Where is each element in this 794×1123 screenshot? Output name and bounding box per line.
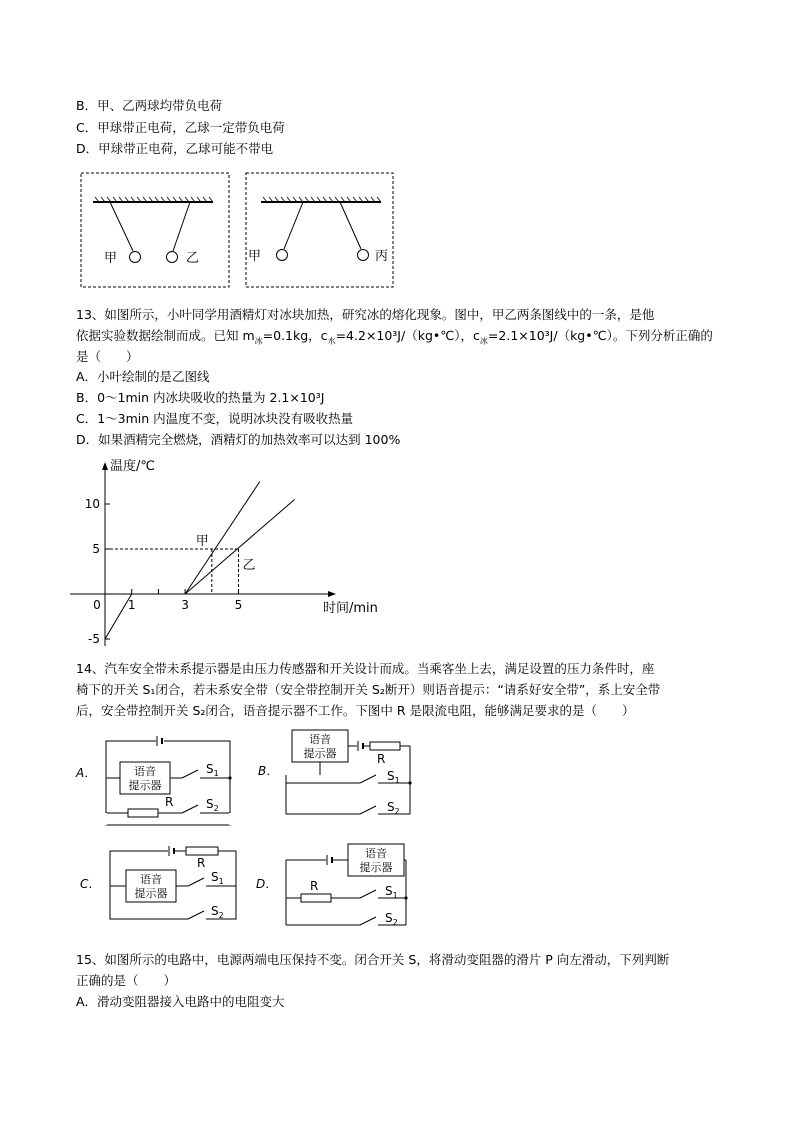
x-tick-label-0: 0 xyxy=(93,598,101,612)
q12-option-c: C．甲球带正电荷，乙球一定带负电荷 xyxy=(76,120,285,135)
pendulum-figure-left xyxy=(81,173,229,287)
voice-box-line1: 语音 xyxy=(134,765,156,778)
svg-text:S2: $S_2$ xyxy=(387,800,400,816)
q13-stem-line3: 是（ ） xyxy=(76,349,139,364)
x-axis-arrow xyxy=(328,591,336,597)
x-axis-label: 时间/min xyxy=(323,601,378,616)
option-label-c: C． xyxy=(80,877,101,891)
x-tick-label-1: 1 xyxy=(127,598,136,612)
x-tick-label-2: 3 xyxy=(181,598,189,612)
svg-text:S1: $S_1$ xyxy=(385,884,398,900)
q14-circuits xyxy=(70,725,430,935)
svg-text:R: R xyxy=(197,856,206,870)
q13-option-c: C．1～3min 内温度不变，说明冰块没有吸收热量 xyxy=(76,411,354,426)
ball-label-yi: 乙 xyxy=(186,251,200,266)
q13-stem-line2: 依据实验数据绘制而成。已知 $m_冰=0.1kg$，$c_水=4.2\times 10^3J/(kg•℃)$，$c_冰=2.1\times 10^3J/(kg•℃)$。下列分析正确的 xyxy=(76,328,713,346)
svg-text:S1: $S_1$ xyxy=(211,870,224,886)
pendulum-figure-right xyxy=(246,173,393,287)
q12-option-b: B．甲、乙两球均带负电荷 xyxy=(76,98,223,113)
svg-text:S1: $S_1$ xyxy=(206,762,219,778)
base-segment xyxy=(105,594,185,639)
svg-text:语音: 语音 xyxy=(365,847,387,860)
circuit-a xyxy=(75,736,232,825)
svg-text:提示器: 提示器 xyxy=(134,887,168,900)
q14-stem-line3: 后，安全带控制开关 S₂闭合，语音提示器不工作。下图中 R 是限流电阻，能够满足要求的是（ ） xyxy=(76,703,635,718)
q13-stem-line1: 13、如图所示，小叶同学用酒精灯对冰块加热，研究冰的熔化现象。图中，甲乙两条图线中的一条，是他 xyxy=(76,307,655,322)
q12-option-d: D．甲球带正电荷，乙球可能不带电 xyxy=(76,141,274,156)
option-label-d: D． xyxy=(256,877,278,891)
q14-stem-line1: 14、汽车安全带未系提示器是由压力传感器和开关设计而成。当乘客坐上去，满足设置的压力条件时，座 xyxy=(76,661,655,676)
q13-option-b: B．0～1min 内冰块吸收的热量为 2.1×10³J xyxy=(76,390,325,405)
temperature-time-chart xyxy=(60,450,400,655)
ball-label-bing: 丙 xyxy=(375,249,389,264)
circuit-c xyxy=(80,846,236,920)
y-axis-arrow xyxy=(102,462,108,470)
svg-text:提示器: 提示器 xyxy=(359,861,393,874)
q13-option-d: D．如果酒精完全燃烧，酒精灯的加热效率可以达到 100% xyxy=(76,432,401,447)
q13-option-a: A．小叶绘制的是乙图线 xyxy=(76,369,210,384)
option-label-a: A． xyxy=(76,766,97,780)
x-tick-label-3: 5 xyxy=(234,598,243,612)
series-label-1: 乙 xyxy=(242,558,256,573)
svg-text:R: R xyxy=(310,879,319,893)
svg-text:语音: 语音 xyxy=(309,733,331,746)
option-label-b: B． xyxy=(258,764,279,778)
y-tick-label-2: -5 xyxy=(88,632,100,646)
resistor-label-a: R xyxy=(165,795,174,809)
y-tick-label-0: 10 xyxy=(84,497,100,511)
series-label-0: 甲 xyxy=(195,534,209,549)
ball-label-jia-2: 甲 xyxy=(248,249,262,264)
y-tick-label-1: 5 xyxy=(92,542,100,556)
q12-figure xyxy=(78,170,398,290)
q14-stem-line2: 椅下的开关 S₁闭合，若未系安全带（安全带控制开关 S₂断开）则语音提示：“请系好安全带”，系上安全带 xyxy=(76,682,661,697)
circuit-d xyxy=(256,844,408,927)
svg-text:S2: $S_2$ xyxy=(211,904,224,920)
svg-text:R: R xyxy=(377,752,386,766)
svg-text:提示器: 提示器 xyxy=(303,747,337,760)
svg-text:S1: $S_1$ xyxy=(387,769,400,785)
q15-stem-line2: 正确的是（ ） xyxy=(76,973,177,988)
q15-option-a: A．滑动变阻器接入电路中的电阻变大 xyxy=(76,994,285,1009)
y-axis-label: 温度/℃ xyxy=(110,459,155,474)
q15-stem-line1: 15、如图所示的电路中，电源两端电压保持不变。闭合开关 S，将滑动变阻器的滑片 P 向左滑动，下列判断 xyxy=(76,952,670,967)
svg-text:S2: $S_2$ xyxy=(385,911,398,927)
svg-text:S2: $S_2$ xyxy=(206,797,219,813)
ball-label-jia: 甲 xyxy=(104,251,118,266)
voice-box-line2: 提示器 xyxy=(128,779,162,792)
svg-text:语音: 语音 xyxy=(140,873,162,886)
circuit-b xyxy=(258,730,412,816)
